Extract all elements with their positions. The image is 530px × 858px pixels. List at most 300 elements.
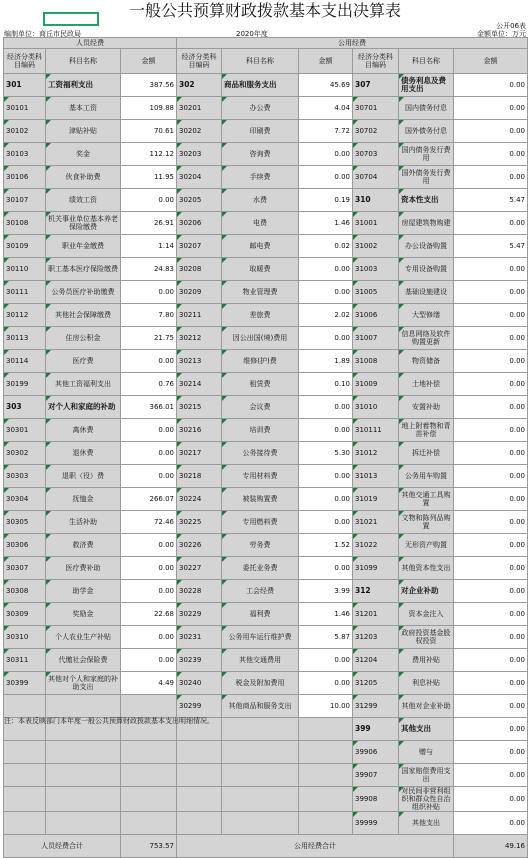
amount-cell[interactable]: 0.02 <box>299 235 353 258</box>
amount-cell[interactable] <box>299 764 353 787</box>
name-cell[interactable]: 工会经费 <box>222 580 299 603</box>
name-cell[interactable] <box>222 787 299 812</box>
amount-cell[interactable]: 0.00 <box>454 465 528 488</box>
name-cell[interactable]: 咨询费 <box>222 143 299 166</box>
name-cell[interactable]: 赠与 <box>399 741 454 764</box>
name-cell[interactable]: 信息网络及软件购置更新 <box>399 327 454 350</box>
amount-cell[interactable]: 0.00 <box>454 166 528 189</box>
code-cell[interactable]: 30229 <box>177 603 222 626</box>
name-cell[interactable]: 会议费 <box>222 396 299 419</box>
amount-cell[interactable]: 0.00 <box>121 419 177 442</box>
name-cell[interactable]: 费用补贴 <box>399 649 454 672</box>
name-cell[interactable]: 福利费 <box>222 603 299 626</box>
code-cell[interactable]: 30106 <box>4 166 46 189</box>
name-cell[interactable]: 其他对个人和家庭的补助支出 <box>46 672 121 695</box>
amount-cell[interactable] <box>121 764 177 787</box>
name-cell[interactable]: 税金及附加费用 <box>222 672 299 695</box>
code-cell[interactable]: 399 <box>353 718 399 741</box>
name-cell[interactable]: 房屋建筑物购建 <box>399 212 454 235</box>
amount-cell[interactable]: 0.00 <box>121 442 177 465</box>
name-cell[interactable]: 地上附着物和青苗补偿 <box>399 419 454 442</box>
amount-cell[interactable]: 0.76 <box>121 373 177 396</box>
amount-cell[interactable]: 0.00 <box>121 626 177 649</box>
name-cell[interactable]: 退休费 <box>46 442 121 465</box>
amount-cell[interactable]: 26.91 <box>121 212 177 235</box>
name-cell[interactable]: 办公费 <box>222 97 299 120</box>
amount-cell[interactable]: 0.00 <box>454 488 528 511</box>
code-cell[interactable] <box>177 741 222 764</box>
code-cell[interactable]: 30199 <box>4 373 46 396</box>
amount-cell[interactable]: 0.00 <box>454 557 528 580</box>
code-cell[interactable]: 31204 <box>353 649 399 672</box>
amount-cell[interactable]: 7.72 <box>299 120 353 143</box>
code-cell[interactable]: 30109 <box>4 235 46 258</box>
amount-cell[interactable] <box>299 741 353 764</box>
amount-cell[interactable]: 0.00 <box>299 488 353 511</box>
name-cell[interactable]: 对民间非营利组织和群众性自治组织补贴 <box>399 787 454 812</box>
code-cell[interactable]: 30227 <box>177 557 222 580</box>
amount-cell[interactable]: 45.69 <box>299 74 353 97</box>
name-cell[interactable]: 其他资本性支出 <box>399 557 454 580</box>
amount-cell[interactable]: 0.00 <box>454 304 528 327</box>
code-cell[interactable]: 30113 <box>4 327 46 350</box>
code-cell[interactable]: 30205 <box>177 189 222 212</box>
table-row <box>4 695 528 718</box>
amount-cell[interactable] <box>299 718 353 741</box>
amount-cell[interactable]: 1.52 <box>299 534 353 557</box>
code-cell[interactable] <box>4 695 46 718</box>
name-cell[interactable]: 劳务费 <box>222 534 299 557</box>
name-cell[interactable] <box>46 812 121 835</box>
code-cell[interactable]: 30704 <box>353 166 399 189</box>
name-cell[interactable]: 公务用车购置 <box>399 465 454 488</box>
amount-cell[interactable]: 0.00 <box>454 97 528 120</box>
amount-cell[interactable]: 0.00 <box>299 166 353 189</box>
name-cell[interactable]: 生活补助 <box>46 511 121 534</box>
code-cell[interactable] <box>4 741 46 764</box>
code-cell[interactable]: 30218 <box>177 465 222 488</box>
code-cell[interactable]: 30228 <box>177 580 222 603</box>
header-code: 经济分类科目编码 <box>353 49 399 74</box>
code-cell[interactable]: 31010 <box>353 396 399 419</box>
name-cell[interactable]: 政府投资基金股权投资 <box>399 626 454 649</box>
code-cell[interactable]: 30307 <box>4 557 46 580</box>
amount-cell[interactable]: 0.00 <box>454 626 528 649</box>
code-cell[interactable]: 31021 <box>353 511 399 534</box>
code-cell[interactable]: 30702 <box>353 120 399 143</box>
code-cell[interactable]: 30399 <box>4 672 46 695</box>
name-cell[interactable]: 机关事业单位基本养老保险缴费 <box>46 212 121 235</box>
code-cell[interactable]: 30224 <box>177 488 222 511</box>
name-cell[interactable]: 退职（役）费 <box>46 465 121 488</box>
amount-cell[interactable]: 0.00 <box>454 741 528 764</box>
code-cell[interactable]: 30112 <box>4 304 46 327</box>
amount-cell[interactable]: 5.47 <box>454 235 528 258</box>
amount-cell[interactable]: 0.00 <box>299 511 353 534</box>
code-cell[interactable]: 31013 <box>353 465 399 488</box>
code-cell[interactable]: 30207 <box>177 235 222 258</box>
amount-cell[interactable]: 0.00 <box>121 649 177 672</box>
table-row <box>4 419 528 442</box>
code-cell[interactable]: 30217 <box>177 442 222 465</box>
amount-cell[interactable]: 0.00 <box>454 212 528 235</box>
code-cell[interactable]: 30302 <box>4 442 46 465</box>
name-cell[interactable] <box>46 695 121 718</box>
amount-cell[interactable]: 70.61 <box>121 120 177 143</box>
amount-cell[interactable]: 0.00 <box>454 764 528 787</box>
code-cell[interactable]: 310 <box>353 189 399 212</box>
code-cell[interactable]: 30203 <box>177 143 222 166</box>
code-cell[interactable]: 30231 <box>177 626 222 649</box>
table-row <box>4 626 528 649</box>
name-cell[interactable]: 资本性支出 <box>399 189 454 212</box>
code-cell[interactable]: 30226 <box>177 534 222 557</box>
name-cell[interactable]: 培训费 <box>222 419 299 442</box>
amount-cell[interactable]: 3.99 <box>299 580 353 603</box>
code-cell[interactable]: 31201 <box>353 603 399 626</box>
amount-cell[interactable]: 0.00 <box>454 534 528 557</box>
name-cell[interactable]: 津贴补贴 <box>46 120 121 143</box>
amount-cell[interactable]: 0.00 <box>121 189 177 212</box>
code-cell[interactable]: 30208 <box>177 258 222 281</box>
code-cell[interactable]: 31099 <box>353 557 399 580</box>
amount-cell[interactable]: 387.56 <box>121 74 177 97</box>
name-cell[interactable]: 无形资产购置 <box>399 534 454 557</box>
code-cell[interactable]: 31008 <box>353 350 399 373</box>
name-cell[interactable]: 邮电费 <box>222 235 299 258</box>
code-cell[interactable]: 30311 <box>4 649 46 672</box>
amount-cell[interactable]: 112.12 <box>121 143 177 166</box>
amount-cell[interactable]: 0.00 <box>454 649 528 672</box>
name-cell[interactable] <box>46 764 121 787</box>
table-row <box>4 764 528 787</box>
amount-cell[interactable]: 0.00 <box>454 511 528 534</box>
code-cell[interactable]: 30204 <box>177 166 222 189</box>
code-cell[interactable]: 30111 <box>4 281 46 304</box>
code-cell[interactable]: 30701 <box>353 97 399 120</box>
amount-cell[interactable]: 4.49 <box>121 672 177 695</box>
code-cell[interactable]: 30305 <box>4 511 46 534</box>
amount-cell[interactable]: 0.00 <box>454 812 528 835</box>
code-cell[interactable]: 30306 <box>4 534 46 557</box>
name-cell[interactable] <box>222 812 299 835</box>
amount-cell[interactable]: 21.75 <box>121 327 177 350</box>
amount-cell[interactable]: 0.00 <box>454 718 528 741</box>
code-cell[interactable] <box>4 764 46 787</box>
name-cell[interactable]: 其他工资福利支出 <box>46 373 121 396</box>
code-cell[interactable] <box>4 812 46 835</box>
amount-cell[interactable]: 0.00 <box>454 603 528 626</box>
name-cell[interactable]: 专用材料费 <box>222 465 299 488</box>
header-code: 经济分类科目编码 <box>4 49 46 74</box>
name-cell[interactable]: 离休费 <box>46 419 121 442</box>
name-cell[interactable]: 其他社会保障缴费 <box>46 304 121 327</box>
code-cell[interactable]: 30213 <box>177 350 222 373</box>
name-cell[interactable]: 取暖费 <box>222 258 299 281</box>
name-cell[interactable]: 医疗费 <box>46 350 121 373</box>
amount-cell[interactable]: 0.00 <box>454 695 528 718</box>
name-cell[interactable]: 专用燃料费 <box>222 511 299 534</box>
name-cell[interactable]: 其他交通费用 <box>222 649 299 672</box>
name-cell[interactable] <box>46 741 121 764</box>
amount-cell[interactable] <box>299 812 353 835</box>
name-cell[interactable]: 其他对企业补助 <box>399 695 454 718</box>
code-cell[interactable]: 30240 <box>177 672 222 695</box>
amount-cell[interactable]: 0.00 <box>454 373 528 396</box>
code-cell[interactable] <box>177 764 222 787</box>
name-cell[interactable]: 医疗费补助 <box>46 557 121 580</box>
name-cell[interactable]: 债务利息及费用支出 <box>399 74 454 97</box>
name-cell[interactable]: 其他支出 <box>399 718 454 741</box>
code-cell[interactable]: 30209 <box>177 281 222 304</box>
code-cell[interactable]: 31002 <box>353 235 399 258</box>
code-cell[interactable]: 30114 <box>4 350 46 373</box>
amount-cell[interactable]: 11.95 <box>121 166 177 189</box>
code-cell[interactable]: 30299 <box>177 695 222 718</box>
name-cell[interactable]: 公务接待费 <box>222 442 299 465</box>
code-cell[interactable]: 30101 <box>4 97 46 120</box>
name-cell[interactable] <box>222 764 299 787</box>
code-cell[interactable]: 30108 <box>4 212 46 235</box>
selected-cell[interactable] <box>43 12 99 26</box>
amount-cell[interactable]: 22.68 <box>121 603 177 626</box>
code-cell[interactable]: 31007 <box>353 327 399 350</box>
amount-cell[interactable]: 0.00 <box>454 120 528 143</box>
code-cell[interactable]: 31019 <box>353 488 399 511</box>
amount-cell[interactable]: 0.00 <box>121 534 177 557</box>
name-cell[interactable]: 个人农业生产补贴 <box>46 626 121 649</box>
name-cell[interactable] <box>46 787 121 812</box>
name-cell[interactable]: 公务员医疗补助缴费 <box>46 281 121 304</box>
amount-cell[interactable]: 7.80 <box>121 304 177 327</box>
code-cell[interactable]: 39908 <box>353 787 399 812</box>
name-cell[interactable]: 其他支出 <box>399 812 454 835</box>
amount-cell[interactable]: 4.04 <box>299 97 353 120</box>
name-cell[interactable]: 印刷费 <box>222 120 299 143</box>
code-cell[interactable]: 30308 <box>4 580 46 603</box>
name-cell[interactable]: 租赁费 <box>222 373 299 396</box>
amount-cell[interactable]: 5.47 <box>454 189 528 212</box>
amount-cell[interactable]: 0.00 <box>121 557 177 580</box>
code-cell[interactable]: 31022 <box>353 534 399 557</box>
amount-cell[interactable] <box>121 812 177 835</box>
amount-cell[interactable]: 0.00 <box>454 396 528 419</box>
amount-cell[interactable] <box>121 695 177 718</box>
name-cell[interactable]: 职业年金缴费 <box>46 235 121 258</box>
name-cell[interactable]: 被装购置费 <box>222 488 299 511</box>
code-cell[interactable]: 31299 <box>353 695 399 718</box>
name-cell[interactable]: 物业管理费 <box>222 281 299 304</box>
name-cell[interactable]: 专用设备购置 <box>399 258 454 281</box>
name-cell[interactable]: 商品和服务支出 <box>222 74 299 97</box>
amount-cell[interactable]: 0.00 <box>299 143 353 166</box>
code-cell[interactable]: 310111 <box>353 419 399 442</box>
code-cell[interactable]: 30214 <box>177 373 222 396</box>
code-cell[interactable]: 31009 <box>353 373 399 396</box>
name-cell[interactable]: 公务用车运行维护费 <box>222 626 299 649</box>
name-cell[interactable]: 大型修缮 <box>399 304 454 327</box>
code-cell[interactable]: 39999 <box>353 812 399 835</box>
code-cell[interactable]: 30303 <box>4 465 46 488</box>
code-cell[interactable]: 312 <box>353 580 399 603</box>
amount-cell[interactable]: 10.00 <box>299 695 353 718</box>
name-cell[interactable]: 奖金 <box>46 143 121 166</box>
amount-cell[interactable]: 0.00 <box>299 672 353 695</box>
amount-cell[interactable]: 0.00 <box>299 419 353 442</box>
code-cell[interactable]: 301 <box>4 74 46 97</box>
name-cell[interactable]: 电费 <box>222 212 299 235</box>
code-cell[interactable]: 31205 <box>353 672 399 695</box>
name-cell[interactable]: 奖励金 <box>46 603 121 626</box>
amount-cell[interactable]: 0.00 <box>454 281 528 304</box>
name-cell[interactable]: 手续费 <box>222 166 299 189</box>
amount-cell[interactable]: 0.00 <box>454 74 528 97</box>
name-cell[interactable]: 安置补助 <box>399 396 454 419</box>
name-cell[interactable]: 差旅费 <box>222 304 299 327</box>
amount-cell[interactable]: 0.00 <box>454 672 528 695</box>
name-cell[interactable]: 其他交通工具购置 <box>399 488 454 511</box>
amount-cell[interactable]: 72.46 <box>121 511 177 534</box>
amount-cell[interactable]: 1.46 <box>299 212 353 235</box>
code-cell[interactable]: 30304 <box>4 488 46 511</box>
code-cell[interactable]: 307 <box>353 74 399 97</box>
name-cell[interactable]: 国外债务付息 <box>399 120 454 143</box>
amount-cell[interactable]: 0.00 <box>454 350 528 373</box>
amount-cell[interactable]: 1.46 <box>299 603 353 626</box>
code-cell[interactable]: 303 <box>4 396 46 419</box>
code-cell[interactable]: 30201 <box>177 97 222 120</box>
code-cell[interactable]: 30309 <box>4 603 46 626</box>
name-cell[interactable]: 工资福利支出 <box>46 74 121 97</box>
name-cell[interactable]: 国外债务发行费用 <box>399 166 454 189</box>
code-cell[interactable]: 31006 <box>353 304 399 327</box>
name-cell[interactable]: 职工基本医疗保险缴费 <box>46 258 121 281</box>
code-cell[interactable] <box>177 787 222 812</box>
code-cell[interactable]: 39907 <box>353 764 399 787</box>
amount-cell[interactable]: 1.89 <box>299 350 353 373</box>
code-cell[interactable]: 30107 <box>4 189 46 212</box>
code-cell[interactable]: 31005 <box>353 281 399 304</box>
amount-cell[interactable]: 0.00 <box>454 258 528 281</box>
amount-cell[interactable]: 0.00 <box>121 350 177 373</box>
name-cell[interactable]: 对个人和家庭的补助 <box>46 396 121 419</box>
name-cell[interactable]: 基本工资 <box>46 97 121 120</box>
code-cell[interactable]: 30310 <box>4 626 46 649</box>
name-cell[interactable]: 国内债务发行费用 <box>399 143 454 166</box>
amount-cell[interactable]: 266.07 <box>121 488 177 511</box>
name-cell[interactable]: 物资储备 <box>399 350 454 373</box>
amount-cell[interactable] <box>121 741 177 764</box>
code-cell[interactable]: 302 <box>177 74 222 97</box>
amount-cell[interactable]: 0.00 <box>454 442 528 465</box>
name-cell[interactable]: 文物和陈列品购置 <box>399 511 454 534</box>
amount-cell[interactable]: 0.00 <box>299 258 353 281</box>
name-cell[interactable]: 代缴社会保险费 <box>46 649 121 672</box>
name-cell[interactable]: 土地补偿 <box>399 373 454 396</box>
name-cell[interactable]: 维修(护)费 <box>222 350 299 373</box>
name-cell[interactable]: 办公设备购置 <box>399 235 454 258</box>
amount-cell[interactable]: 0.19 <box>299 189 353 212</box>
amount-cell[interactable] <box>299 787 353 812</box>
name-cell[interactable]: 抚恤金 <box>46 488 121 511</box>
amount-cell[interactable]: 0.00 <box>454 580 528 603</box>
name-cell[interactable]: 基础设施建设 <box>399 281 454 304</box>
amount-cell[interactable]: 5.30 <box>299 442 353 465</box>
code-cell[interactable]: 31203 <box>353 626 399 649</box>
code-cell[interactable]: 31001 <box>353 212 399 235</box>
code-cell[interactable]: 31003 <box>353 258 399 281</box>
amount-cell[interactable]: 0.00 <box>299 465 353 488</box>
amount-cell[interactable]: 1.14 <box>121 235 177 258</box>
code-cell[interactable]: 30301 <box>4 419 46 442</box>
amount-cell[interactable]: 0.10 <box>299 373 353 396</box>
code-cell[interactable]: 30202 <box>177 120 222 143</box>
amount-cell[interactable]: 0.00 <box>299 649 353 672</box>
code-cell[interactable]: 30212 <box>177 327 222 350</box>
name-cell[interactable]: 国家赔偿费用支出 <box>399 764 454 787</box>
name-cell[interactable]: 因公出国(境)费用 <box>222 327 299 350</box>
name-cell[interactable]: 水费 <box>222 189 299 212</box>
code-cell[interactable] <box>177 812 222 835</box>
name-cell[interactable]: 国内债务付息 <box>399 97 454 120</box>
code-cell[interactable]: 30225 <box>177 511 222 534</box>
code-cell[interactable]: 30110 <box>4 258 46 281</box>
code-cell[interactable]: 30239 <box>177 649 222 672</box>
amount-cell[interactable]: 366.01 <box>121 396 177 419</box>
amount-cell[interactable]: 0.00 <box>121 281 177 304</box>
code-cell[interactable]: 30102 <box>4 120 46 143</box>
amount-cell[interactable]: 2.02 <box>299 304 353 327</box>
amount-cell[interactable]: 0.00 <box>121 580 177 603</box>
code-cell[interactable]: 31012 <box>353 442 399 465</box>
amount-cell[interactable]: 0.00 <box>299 327 353 350</box>
name-cell[interactable] <box>222 741 299 764</box>
amount-cell[interactable] <box>121 787 177 812</box>
amount-cell[interactable]: 5.87 <box>299 626 353 649</box>
name-cell[interactable]: 救济费 <box>46 534 121 557</box>
amount-cell[interactable]: 0.00 <box>454 327 528 350</box>
amount-cell[interactable]: 24.83 <box>121 258 177 281</box>
amount-cell[interactable]: 0.00 <box>454 143 528 166</box>
name-cell[interactable] <box>222 718 299 741</box>
name-cell[interactable]: 对企业补助 <box>399 580 454 603</box>
amount-cell[interactable]: 0.00 <box>121 465 177 488</box>
name-cell[interactable]: 资本金注入 <box>399 603 454 626</box>
amount-cell[interactable]: 109.88 <box>121 97 177 120</box>
name-cell[interactable]: 伙食补助费 <box>46 166 121 189</box>
name-cell[interactable]: 住房公积金 <box>46 327 121 350</box>
amount-cell[interactable]: 0.00 <box>454 419 528 442</box>
code-cell[interactable] <box>4 787 46 812</box>
code-cell[interactable]: 30703 <box>353 143 399 166</box>
amount-cell[interactable]: 0.00 <box>299 396 353 419</box>
name-cell[interactable]: 助学金 <box>46 580 121 603</box>
code-cell[interactable]: 30103 <box>4 143 46 166</box>
name-cell[interactable]: 委托业务费 <box>222 557 299 580</box>
amount-cell[interactable]: 0.00 <box>299 281 353 304</box>
code-cell[interactable]: 30206 <box>177 212 222 235</box>
code-cell[interactable]: 39906 <box>353 741 399 764</box>
name-cell[interactable]: 其他商品和服务支出 <box>222 695 299 718</box>
name-cell[interactable]: 拆迁补偿 <box>399 442 454 465</box>
code-cell[interactable]: 30215 <box>177 396 222 419</box>
amount-cell[interactable]: 0.00 <box>299 557 353 580</box>
name-cell[interactable]: 利息补贴 <box>399 672 454 695</box>
amount-cell[interactable]: 0.00 <box>454 787 528 812</box>
code-cell[interactable]: 30216 <box>177 419 222 442</box>
code-cell[interactable]: 30211 <box>177 304 222 327</box>
name-cell[interactable]: 绩效工资 <box>46 189 121 212</box>
